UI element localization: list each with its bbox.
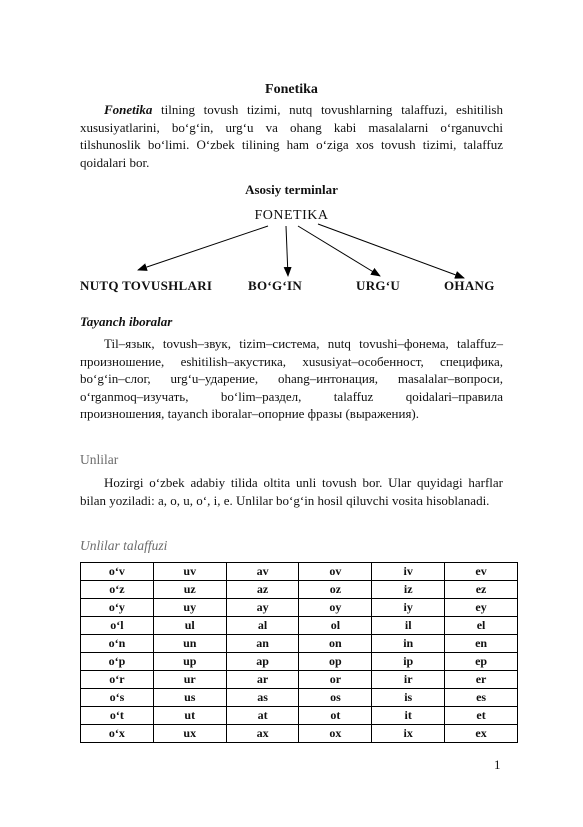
- table-row: [81, 653, 518, 671]
- intro-text: tilning tovush tizimi, nutq tovushlarning talaffuzi, eshitilish xususiyatlarini, bo‘g‘in, urg‘u va ohang kabi masalalarni o‘rganuvchi tilshunoslik bo‘limi. O‘zbek tilining ham o‘ziga xos tovush tizimi, talaffuz qoidalari bor.: [80, 102, 503, 170]
- page-title: Fonetika: [265, 82, 318, 97]
- table-cell: as: [226, 689, 299, 707]
- table-cell: oy: [299, 599, 372, 617]
- arrow-to-bogin: [286, 226, 288, 276]
- table-row: [81, 671, 518, 689]
- arrow-to-urgu: [298, 226, 380, 276]
- table-cell: ux: [153, 725, 226, 743]
- table-cell: ul: [153, 617, 226, 635]
- table-cell: en: [445, 635, 518, 653]
- table-cell: ez: [445, 581, 518, 599]
- table-cell: o‘v: [81, 563, 154, 581]
- table-cell: or: [299, 671, 372, 689]
- table-cell: o‘t: [81, 707, 154, 725]
- table-cell: os: [299, 689, 372, 707]
- term-ohang: OHANG: [444, 278, 495, 293]
- table-cell: iv: [372, 563, 445, 581]
- table-cell: o‘x: [81, 725, 154, 743]
- diagram-root-label: FONETIKA: [254, 208, 329, 223]
- table-cell: al: [226, 617, 299, 635]
- diagram-arrows: [0, 0, 583, 300]
- vowel-pronunciation-table: [80, 562, 518, 743]
- tayanch-heading: Tayanch iboralar: [80, 314, 173, 329]
- table-cell: ey: [445, 599, 518, 617]
- table-row: [81, 725, 518, 743]
- table-cell: in: [372, 635, 445, 653]
- table-cell: is: [372, 689, 445, 707]
- table-cell: uy: [153, 599, 226, 617]
- table-cell: es: [445, 689, 518, 707]
- table-cell: ev: [445, 563, 518, 581]
- table-cell: ip: [372, 653, 445, 671]
- table-cell: et: [445, 707, 518, 725]
- table-cell: ap: [226, 653, 299, 671]
- table-cell: uz: [153, 581, 226, 599]
- table-row: [81, 635, 518, 653]
- table-cell: o‘z: [81, 581, 154, 599]
- table-cell: il: [372, 617, 445, 635]
- term-urgu: URG‘U: [356, 278, 401, 293]
- table-cell: ix: [372, 725, 445, 743]
- table-row: [81, 581, 518, 599]
- table-cell: ur: [153, 671, 226, 689]
- arrow-to-nutq-tovushlari: [138, 226, 268, 270]
- intro-lead-term: Fonetika: [104, 102, 153, 117]
- table-cell: ar: [226, 671, 299, 689]
- table-cell: ir: [372, 671, 445, 689]
- table-cell: an: [226, 635, 299, 653]
- table-cell: ep: [445, 653, 518, 671]
- table-cell: el: [445, 617, 518, 635]
- table-cell: ut: [153, 707, 226, 725]
- table-row: [81, 599, 518, 617]
- table-row: [81, 707, 518, 725]
- table-cell: uv: [153, 563, 226, 581]
- page-number: 1: [494, 757, 501, 772]
- table-cell: ay: [226, 599, 299, 617]
- table-cell: us: [153, 689, 226, 707]
- table-cell: iy: [372, 599, 445, 617]
- table-cell: iz: [372, 581, 445, 599]
- table-cell: az: [226, 581, 299, 599]
- table-cell: o‘l: [81, 617, 154, 635]
- table-cell: it: [372, 707, 445, 725]
- table-cell: er: [445, 671, 518, 689]
- table-cell: on: [299, 635, 372, 653]
- table-cell: ox: [299, 725, 372, 743]
- table-row: [81, 617, 518, 635]
- table-cell: ol: [299, 617, 372, 635]
- table-cell: av: [226, 563, 299, 581]
- table-cell: op: [299, 653, 372, 671]
- table-cell: at: [226, 707, 299, 725]
- tayanch-paragraph: Til–язык, tovush–звук, tizim–система, nutq tovushi–фонема, talaffuz–произношение, eshitilish–акустика, xususiyat–особенност, специфика, bo‘g‘in–слог, urg‘u–ударение, ohang–интонация, masalalar–вопроси, o‘rganmoq–изучать, bo‘lim–раздел, talaffuz qoidalari–правила произношения, tayanch iboralar–опорние фразы (выражения).: [80, 336, 503, 421]
- table-cell: ot: [299, 707, 372, 725]
- table-cell: ax: [226, 725, 299, 743]
- table-row: [81, 563, 518, 581]
- table-cell: o‘y: [81, 599, 154, 617]
- terms-heading: Asosiy terminlar: [245, 182, 338, 197]
- table-cell: oz: [299, 581, 372, 599]
- table-cell: o‘n: [81, 635, 154, 653]
- table-cell: un: [153, 635, 226, 653]
- table-cell: ov: [299, 563, 372, 581]
- table-cell: o‘s: [81, 689, 154, 707]
- table-cell: up: [153, 653, 226, 671]
- term-nutq-tovushlari: NUTQ TOVUSHLARI: [80, 278, 213, 293]
- table-cell: o‘p: [81, 653, 154, 671]
- table-cell: o‘r: [81, 671, 154, 689]
- table-cell: ex: [445, 725, 518, 743]
- unlilar-heading: Unlilar: [80, 452, 119, 467]
- talaffuz-heading: Unlilar talaffuzi: [80, 538, 168, 553]
- unlilar-paragraph: Hozirgi o‘zbek adabiy tilida oltita unli tovush bor. Ular quyidagi harflar bilan yoziladi: a, o, u, o‘, i, e. Unlilar bo‘g‘in hosil qiluvchi vosita hisoblanadi.: [80, 475, 503, 508]
- term-bogin: BO‘G‘IN: [248, 278, 303, 293]
- table-row: [81, 689, 518, 707]
